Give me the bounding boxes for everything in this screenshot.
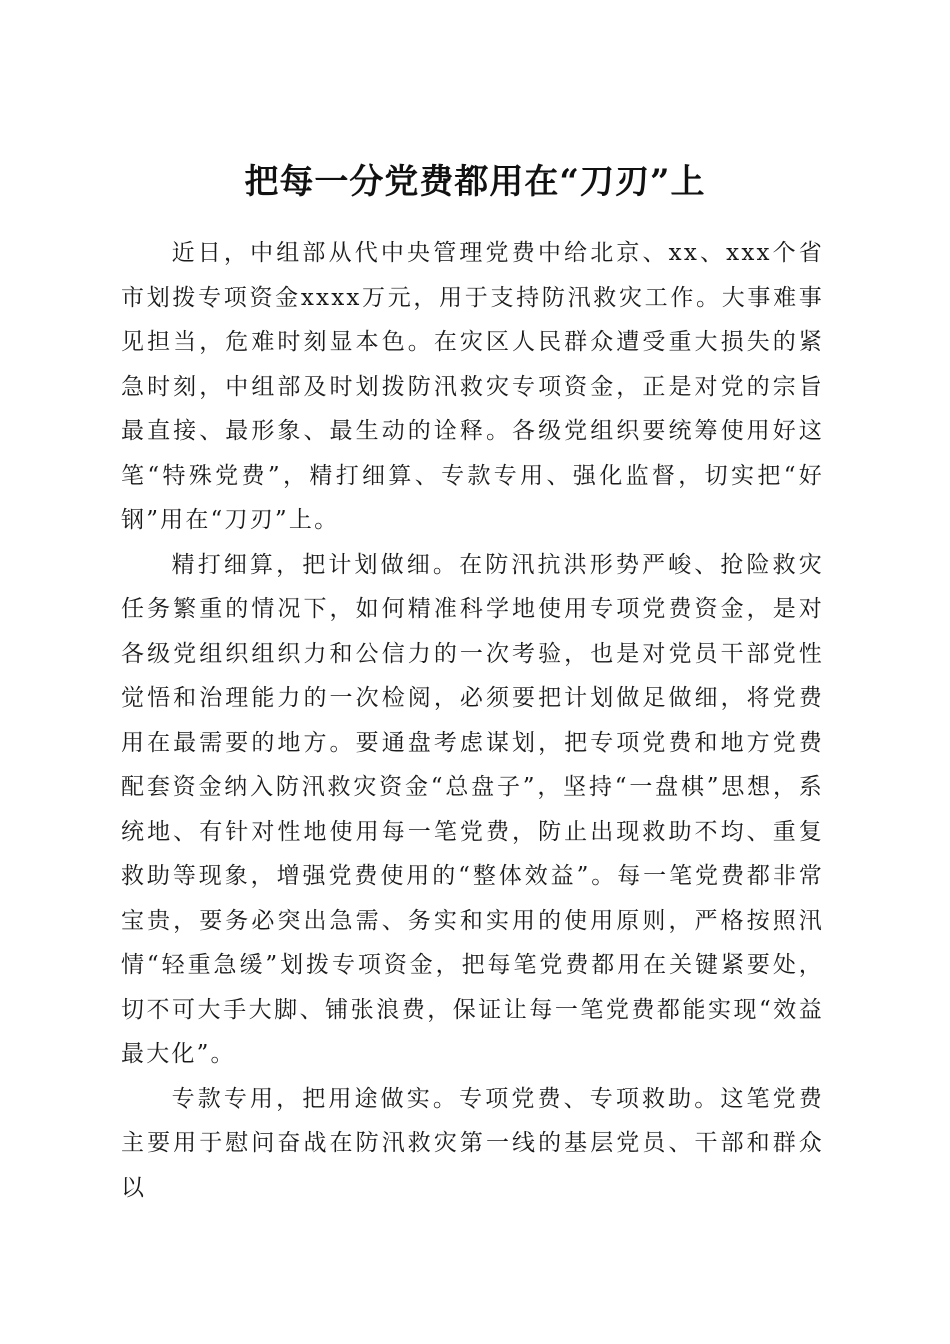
document-body (121, 231, 824, 1210)
paragraph-3: 专款专用，把用途做实。专项党费、专项救助。这笔党费主要用于慰问奋战在防汛救灾第一线的基层党员、干部和群众以 (121, 1085, 824, 1201)
document-title: 把每一分党费都用在“刀刃”上 (244, 161, 706, 202)
paragraph-2: 精打细算，把计划做细。在防汛抗洪形势严峻、抢险救灾任务繁重的情况下，如何精准科学地使用专项党费资金，是对各级党组织组织力和公信力的一次考验，也是对党员干部党性觉悟和治理能力的一次检阅，必须要把计划做足做细，将党费用在最需要的地方。要通盘考虑谋划，把专项党费和地方党费配套资金纳入防汛救灾资金“总盘子”，坚持“一盘棋”思想，系统地、有针对性地使用每一笔党费，防止出现救助不均、重复救助等现象，增强党费使用的“整体效益”。每一笔党费都非常宝贵，要务必突出急需、务实和实用的使用原则，严格按照汛情“轻重急缓”划拨专项资金，把每笔党费都用在关键紧要处，切不可大手大脚、铺张浪费，保证让每一笔党费都能实现“效益最大化”。 (121, 551, 824, 1067)
paragraph-1: 近日，中组部从代中央管理党费中给北京、xx、xxx个省市划拨专项资金xxxx万元，用于支持防汛救灾工作。大事难事见担当，危难时刻显本色。在灾区人民群众遭受重大损失的紧急时刻，中组部及时划拨防汛救灾专项资金，正是对党的宗旨最直接、最形象、最生动的诠释。各级党组织要统筹使用好这笔“特殊党费”，精打细算、专款专用、强化监督，切实把“好钢”用在“刀刃”上。 (121, 240, 824, 533)
